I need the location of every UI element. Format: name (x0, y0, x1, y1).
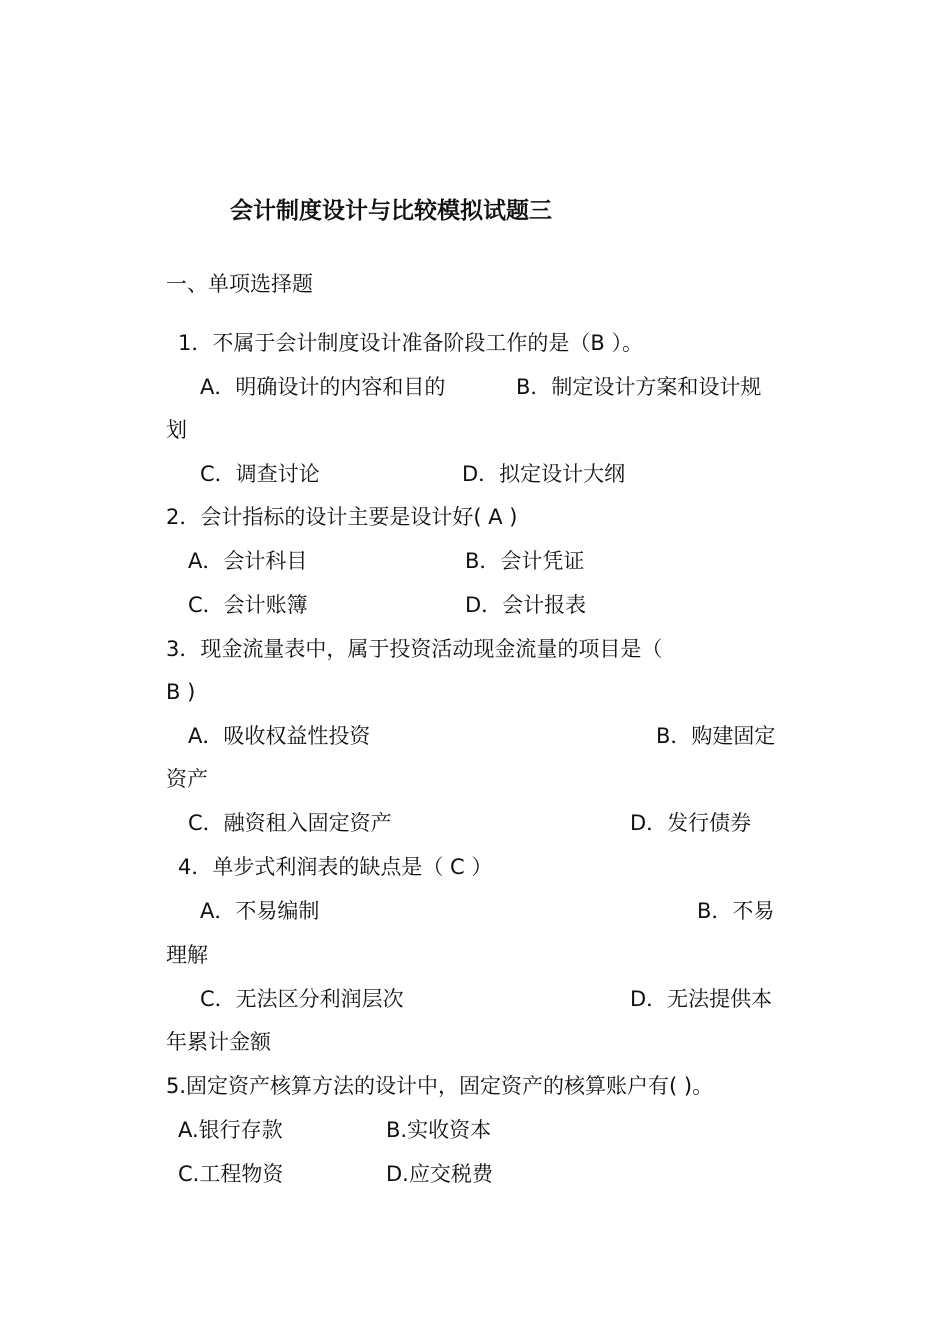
option-a: A．明确设计的内容和目的 (200, 375, 446, 399)
option-b: B．会计凭证 (465, 549, 585, 573)
option-b-continuation: 划 (166, 418, 187, 442)
option-b: B.实收资本 (386, 1118, 492, 1142)
option-c: C．会计账簿 (188, 593, 308, 617)
option-d: D.应交税费 (386, 1162, 493, 1186)
option-d: D．发行债券 (630, 811, 752, 835)
option-b: B．制定设计方案和设计规 (516, 375, 762, 399)
section-heading: 一、单项选择题 (166, 272, 313, 296)
option-a: A.银行存款 (178, 1118, 283, 1142)
option-d: D．会计报表 (465, 593, 587, 617)
option-b-continuation: 资产 (166, 767, 208, 791)
option-c: C．调查讨论 (200, 462, 320, 486)
question-stem: 5.固定资产核算方法的设计中，固定资产的核算账户有( )。 (166, 1074, 714, 1098)
question-stem: 2．会计指标的设计主要是设计好( A ) (166, 505, 518, 529)
option-a: A．不易编制 (200, 899, 320, 923)
option-a: A．会计科目 (188, 549, 308, 573)
option-b: B．不易 (697, 899, 775, 923)
question-stem: 3．现金流量表中，属于投资活动现金流量的项目是（ (166, 637, 663, 661)
option-c: C．无法区分利润层次 (200, 987, 404, 1011)
option-d: D．无法提供本 (630, 987, 773, 1011)
option-c: C.工程物资 (178, 1162, 284, 1186)
question-stem: 1．不属于会计制度设计准备阶段工作的是（B ）。 (178, 331, 643, 355)
option-b: B．购建固定 (656, 724, 776, 748)
option-c: C．融资租入固定资产 (188, 811, 392, 835)
option-b-continuation: 理解 (166, 943, 208, 967)
page-title: 会计制度设计与比较模拟试题三 (230, 198, 552, 224)
option-d: D．拟定设计大纲 (462, 462, 626, 486)
question-stem: 4．单步式利润表的缺点是（ C ） (178, 855, 493, 879)
option-d-continuation: 年累计金额 (166, 1030, 271, 1054)
question-stem-continuation: B ) (166, 680, 196, 704)
option-a: A．吸收权益性投资 (188, 724, 371, 748)
